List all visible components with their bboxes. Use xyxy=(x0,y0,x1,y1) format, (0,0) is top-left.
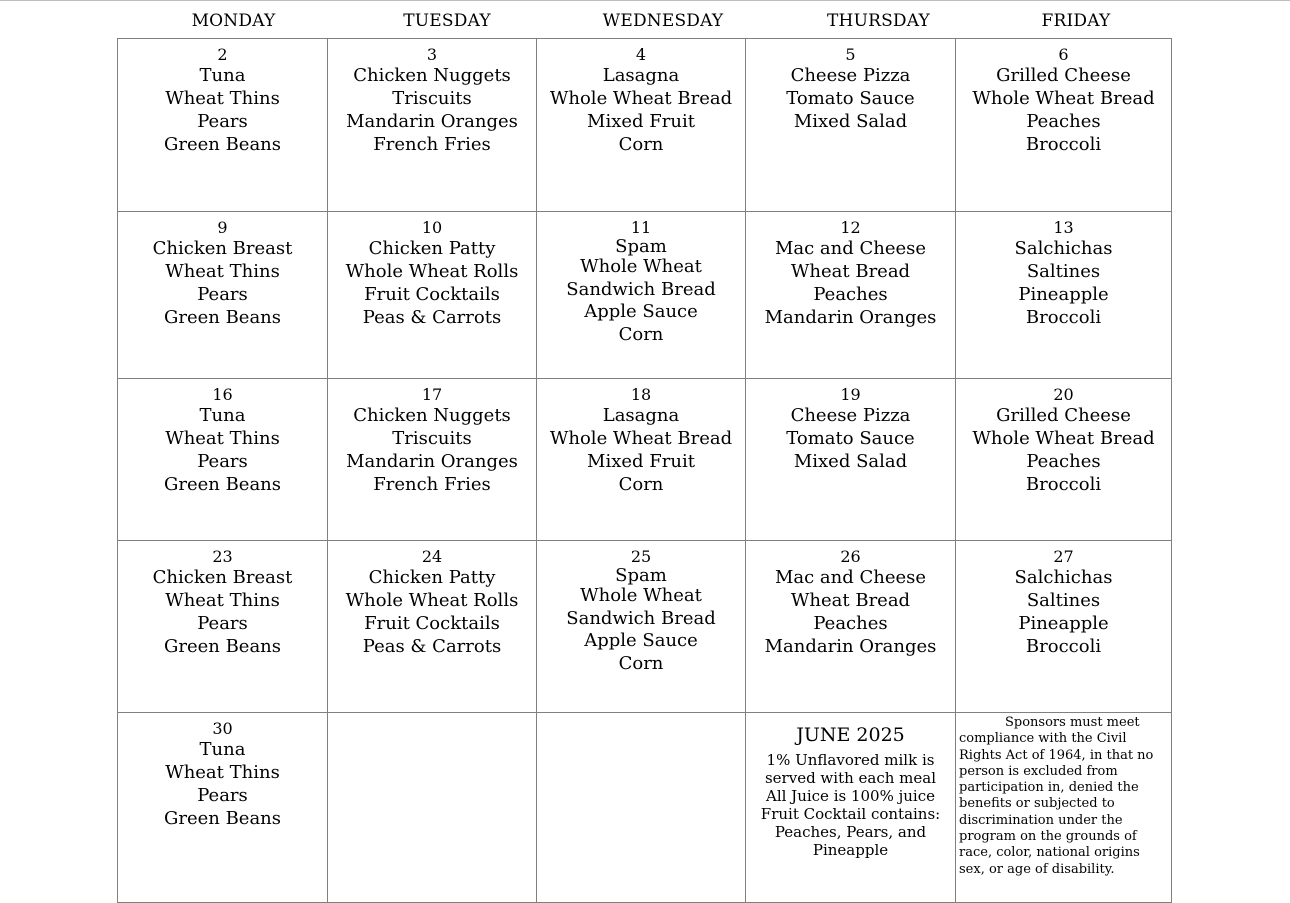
menu-calendar-grid xyxy=(117,38,1172,903)
date-number: 25 xyxy=(630,547,652,566)
day-cell xyxy=(328,212,537,379)
menu-item: Pineapple xyxy=(1018,613,1109,634)
menu-item: Wheat Bread xyxy=(790,261,911,282)
menu-items xyxy=(746,64,955,133)
menu-items xyxy=(118,404,327,496)
day-cell xyxy=(118,212,328,379)
menu-item: Mac and Cheese xyxy=(774,238,927,259)
menu-item: Peaches xyxy=(813,613,888,634)
note-line: Peaches, Pears, and xyxy=(774,823,927,841)
menu-item: Wheat Thins xyxy=(165,590,280,611)
menu-item: Pears xyxy=(197,111,248,132)
note-line: All Juice is 100% juice xyxy=(765,787,935,805)
date-number: 5 xyxy=(845,45,856,64)
menu-items xyxy=(746,404,955,473)
menu-items xyxy=(537,237,745,346)
menu-item: Apple Sauce xyxy=(584,630,698,651)
menu-item: Lasagna xyxy=(602,405,680,426)
date-number: 12 xyxy=(840,218,861,237)
date-number: 2 xyxy=(217,45,228,64)
menu-item: Broccoli xyxy=(1025,474,1102,495)
statement-line: participation in, denied the xyxy=(959,780,1139,796)
menu-item: Salchichas xyxy=(1014,567,1113,588)
header-friday: FRIDAY xyxy=(1041,11,1111,31)
menu-item: Broccoli xyxy=(1025,636,1102,657)
menu-item: Chicken Breast xyxy=(152,238,293,259)
day-cell xyxy=(956,212,1172,379)
menu-item: Mixed Fruit xyxy=(587,111,695,132)
menu-item: Peas & Carrots xyxy=(362,636,502,657)
date-number: 9 xyxy=(217,218,228,237)
menu-item: Mandarin Oranges xyxy=(764,636,937,657)
menu-item: Sandwich Bread xyxy=(566,607,716,629)
menu-item: Peaches xyxy=(1026,451,1101,472)
menu-item: Saltines xyxy=(1026,261,1101,282)
menu-item: Whole Wheat Bread xyxy=(549,88,733,109)
menu-items xyxy=(118,566,327,658)
day-cell xyxy=(956,541,1172,713)
note-line: Pineapple xyxy=(812,841,889,859)
menu-item: Chicken Patty xyxy=(368,238,496,259)
date-number: 23 xyxy=(212,547,233,566)
menu-item: Chicken Nuggets xyxy=(353,405,511,426)
day-cell xyxy=(118,39,328,212)
note-line: 1% Unflavored milk is xyxy=(766,751,935,769)
menu-item: Whole Wheat xyxy=(580,256,702,277)
menu-item: Pears xyxy=(197,284,248,305)
month-title: JUNE 2025 xyxy=(796,724,905,746)
menu-item: Triscuits xyxy=(392,88,472,109)
header-thursday: THURSDAY xyxy=(827,11,930,31)
menu-notes-cell xyxy=(746,713,956,903)
menu-item: French Fries xyxy=(373,474,491,495)
date-number: 18 xyxy=(630,385,652,404)
menu-item: Lasagna xyxy=(602,65,680,86)
statement-line: discrimination under the xyxy=(959,812,1123,828)
day-cell xyxy=(746,379,956,541)
menu-item: Mixed Fruit xyxy=(587,451,695,472)
menu-items xyxy=(118,237,327,329)
menu-item: Tuna xyxy=(199,739,246,760)
menu-items xyxy=(956,566,1171,658)
menu-item: Pears xyxy=(197,451,248,472)
header-tuesday: TUESDAY xyxy=(403,11,491,31)
menu-item: Tomato Sauce xyxy=(786,428,915,449)
day-cell xyxy=(537,541,746,713)
menu-item: Corn xyxy=(618,652,664,674)
menu-item: Green Beans xyxy=(163,808,282,829)
menu-item: Corn xyxy=(618,474,664,495)
menu-item: Mac and Cheese xyxy=(774,567,927,588)
date-number: 6 xyxy=(1058,45,1069,64)
menu-item: Wheat Thins xyxy=(165,261,280,282)
menu-item: Mixed Salad xyxy=(793,451,908,472)
menu-items xyxy=(956,404,1171,496)
day-cell xyxy=(118,541,328,713)
menu-item: Whole Wheat Rolls xyxy=(345,590,519,611)
menu-item: Tomato Sauce xyxy=(786,88,915,109)
menu-items xyxy=(537,64,745,156)
menu-item: Mixed Salad xyxy=(793,111,908,132)
menu-item: Fruit Cocktails xyxy=(364,613,500,634)
menu-item: Salchichas xyxy=(1014,238,1113,259)
day-cell xyxy=(118,379,328,541)
day-cell xyxy=(746,541,956,713)
menu-item: Corn xyxy=(618,323,664,345)
menu-item: Pineapple xyxy=(1018,284,1109,305)
date-number: 4 xyxy=(635,45,647,64)
menu-item: Saltines xyxy=(1026,590,1101,611)
menu-item: Whole Wheat Rolls xyxy=(345,261,519,282)
day-cell xyxy=(537,212,746,379)
statement-line: compliance with the Civil xyxy=(959,731,1127,747)
day-cell xyxy=(537,379,746,541)
date-number: 27 xyxy=(1053,547,1074,566)
header-wednesday: WEDNESDAY xyxy=(602,11,724,31)
menu-item: Green Beans xyxy=(163,474,282,495)
menu-item: Broccoli xyxy=(1025,307,1102,328)
menu-item: Whole Wheat Bread xyxy=(972,428,1155,449)
day-cell xyxy=(328,39,537,212)
note-line: served with each meal xyxy=(764,769,937,787)
statement-line: sex, or age of disability. xyxy=(959,861,1115,877)
menu-item: Broccoli xyxy=(1025,134,1102,155)
menu-item: Pears xyxy=(197,785,248,806)
menu-items xyxy=(537,404,745,496)
menu-item: Peaches xyxy=(1026,111,1101,132)
menu-items xyxy=(328,237,536,329)
menu-item: Wheat Thins xyxy=(165,88,280,109)
menu-item: Grilled Cheese xyxy=(996,65,1131,86)
menu-items xyxy=(328,566,536,658)
menu-item: Spam xyxy=(615,236,667,257)
menu-item: French Fries xyxy=(373,134,491,155)
date-number: 20 xyxy=(1053,385,1074,404)
menu-items xyxy=(956,237,1171,329)
menu-item: Green Beans xyxy=(163,307,282,328)
menu-item: Mandarin Oranges xyxy=(346,451,518,472)
menu-item: Chicken Breast xyxy=(152,567,293,588)
menu-item: Chicken Patty xyxy=(368,567,496,588)
day-cell xyxy=(328,541,537,713)
menu-item: Wheat Thins xyxy=(165,762,280,783)
menu-items xyxy=(537,566,745,675)
date-number: 10 xyxy=(421,218,443,237)
date-number: 19 xyxy=(840,385,861,404)
date-number: 30 xyxy=(212,719,233,738)
menu-item: Whole Wheat Bread xyxy=(972,88,1155,109)
statement-line: program on the grounds of xyxy=(959,829,1137,845)
menu-item: Tuna xyxy=(199,405,246,426)
day-cell xyxy=(956,379,1172,541)
top-divider xyxy=(0,0,1290,1)
menu-items xyxy=(328,64,536,156)
date-number: 11 xyxy=(630,218,652,237)
weekday-header-row xyxy=(118,8,1176,34)
menu-items xyxy=(328,404,536,496)
statement-line: Sponsors must meet xyxy=(1005,715,1140,730)
day-cell xyxy=(537,39,746,212)
day-cell xyxy=(328,379,537,541)
menu-item: Cheese Pizza xyxy=(790,65,911,86)
menu-item: Sandwich Bread xyxy=(566,278,716,300)
statement-line: Rights Act of 1964, in that no xyxy=(959,747,1154,763)
menu-item: Corn xyxy=(618,134,664,155)
menu-item: Wheat Thins xyxy=(165,428,280,449)
empty-cell xyxy=(328,713,537,903)
menu-item: Fruit Cocktails xyxy=(364,284,500,305)
menu-item: Peaches xyxy=(813,284,888,305)
menu-items xyxy=(118,64,327,156)
day-cell xyxy=(956,39,1172,212)
statement-line: person is excluded from xyxy=(959,763,1118,779)
menu-item: Green Beans xyxy=(163,134,282,155)
menu-item: Whole Wheat Bread xyxy=(549,428,733,449)
statement-line: race, color, national origins xyxy=(959,845,1140,861)
date-number: 26 xyxy=(840,547,861,566)
menu-item: Pears xyxy=(197,613,248,634)
menu-item: Spam xyxy=(615,565,667,586)
date-number: 3 xyxy=(426,45,438,64)
statement-line: benefits or subjected to xyxy=(959,796,1115,812)
menu-items xyxy=(118,738,327,830)
menu-item: Whole Wheat xyxy=(580,585,702,606)
header-monday: MONDAY xyxy=(191,11,276,31)
civil-rights-statement xyxy=(956,713,1172,903)
menu-items xyxy=(746,566,955,658)
menu-item: Mandarin Oranges xyxy=(346,111,518,132)
date-number: 24 xyxy=(421,547,443,566)
menu-item: Apple Sauce xyxy=(584,301,698,322)
menu-item: Chicken Nuggets xyxy=(353,65,511,86)
menu-item: Peas & Carrots xyxy=(362,307,502,328)
note-line: Fruit Cocktail contains: xyxy=(760,805,941,823)
menu-item: Grilled Cheese xyxy=(996,405,1131,426)
menu-item: Triscuits xyxy=(392,428,472,449)
empty-cell xyxy=(537,713,746,903)
menu-items xyxy=(746,237,955,329)
date-number: 16 xyxy=(212,385,233,404)
day-cell xyxy=(746,39,956,212)
date-number: 17 xyxy=(421,385,443,404)
menu-item: Cheese Pizza xyxy=(790,405,911,426)
menu-item: Green Beans xyxy=(163,636,282,657)
day-cell xyxy=(746,212,956,379)
date-number: 13 xyxy=(1053,218,1074,237)
menu-items xyxy=(956,64,1171,156)
menu-item: Tuna xyxy=(199,65,246,86)
day-cell xyxy=(118,713,328,903)
menu-item: Mandarin Oranges xyxy=(764,307,937,328)
menu-item: Wheat Bread xyxy=(790,590,911,611)
